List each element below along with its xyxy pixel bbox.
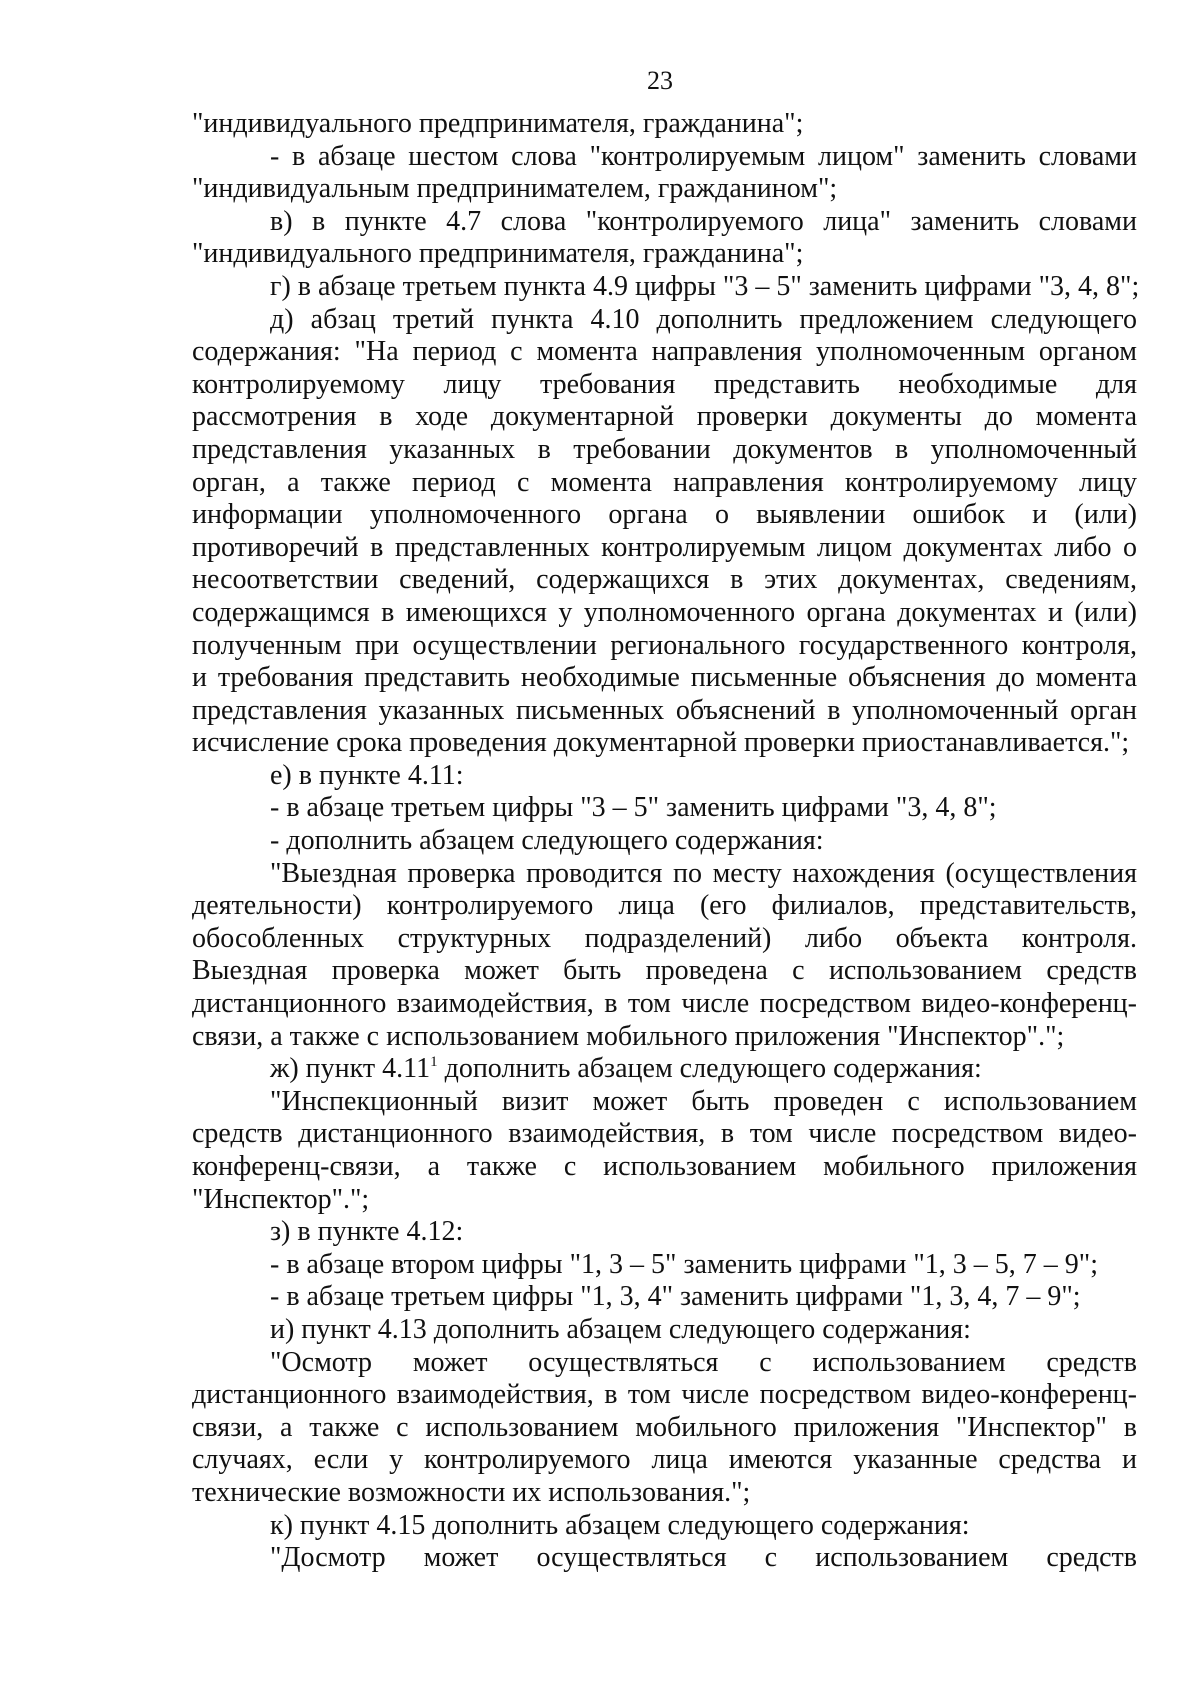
text-line: случаях, если у контролируемого лица имеются указанные средства и: [192, 1444, 1137, 1476]
text-line: орган, а также период с момента направления контролируемому лицу: [192, 466, 1137, 498]
text-line: дистанционного взаимодействия, в том числе посредством видео-конференц-: [192, 1379, 1137, 1411]
page-number: 23: [647, 66, 673, 95]
text-line: связи, а также с использованием мобильного приложения "Инспектор" в: [192, 1411, 1137, 1443]
text-line: "Досмотр может осуществляться с использованием средств: [270, 1542, 1137, 1574]
text-line: содержащимся в имеющихся у уполномоченного органа документах и (или): [192, 596, 1137, 628]
text-line: представления указанных в требовании документов в уполномоченный: [192, 433, 1137, 465]
text-line: обособленных структурных подразделений) либо объекта контроля.: [192, 922, 1137, 954]
text-line: - в абзаце третьем цифры "3 – 5" заменить цифрами "3, 4, 8";: [270, 792, 997, 824]
text-line: деятельности) контролируемого лица (его филиалов, представительств,: [192, 890, 1137, 922]
text-line: контролируемому лицу требования представить необходимые для: [192, 368, 1137, 400]
text-line: "индивидуального предпринимателя, гражданина";: [192, 108, 804, 139]
text-line: в) в пункте 4.7 слова "контролируемого лица" заменить словами: [270, 205, 1137, 237]
text-line: конференц-связи, а также с использованием мобильного приложения: [192, 1151, 1137, 1182]
text-line: "Выездная проверка проводится по месту нахождения (осуществления: [270, 857, 1137, 889]
text-line: технические возможности их использования.";: [192, 1476, 751, 1508]
superscript-index: 1: [430, 1054, 438, 1071]
text-line: "индивидуального предпринимателя, гражданина";: [192, 238, 804, 270]
text-line: - дополнить абзацем следующего содержания:: [270, 825, 824, 857]
text-segment: дополнить абзацем следующего содержания:: [437, 1053, 982, 1085]
text-line: - в абзаце шестом слова "контролируемым лицом" заменить словами: [270, 140, 1137, 172]
text-line: полученным при осуществлении регионального государственного контроля,: [192, 629, 1137, 661]
text-line: "Осмотр может осуществляться с использованием средств: [270, 1346, 1137, 1378]
text-line: информации уполномоченного органа о выявлении ошибок и (или): [192, 499, 1137, 531]
text-segment: ж) пункт 4.11: [270, 1053, 431, 1085]
text-line: "индивидуальным предпринимателем, гражданином";: [192, 173, 838, 205]
text-line: г) в абзаце третьем пункта 4.9 цифры "3 – 5" заменить цифрами "3, 4, 8";: [270, 270, 1140, 302]
text-line: представления указанных письменных объяснений в уполномоченный орган: [192, 694, 1137, 726]
text-line: к) пункт 4.15 дополнить абзацем следующего содержания:: [270, 1509, 970, 1541]
text-line: и) пункт 4.13 дополнить абзацем следующего содержания:: [270, 1313, 971, 1345]
text-line: исчисление срока проведения документарной проверки приостанавливается.";: [192, 727, 1130, 759]
text-line: несоответствии сведений, содержащихся в этих документах, сведениям,: [192, 564, 1137, 596]
text-line: средств дистанционного взаимодействия, в том числе посредством видео-: [192, 1118, 1137, 1150]
text-line: противоречий в представленных контролируемым лицом документах либо о: [192, 531, 1137, 563]
text-line: рассмотрения в ходе документарной проверки документы до момента: [192, 401, 1137, 433]
text-line: связи, а также с использованием мобильного приложения "Инспектор".";: [192, 1020, 1065, 1052]
text-line: - в абзаце третьем цифры "1, 3, 4" заменить цифрами "1, 3, 4, 7 – 9";: [270, 1281, 1081, 1313]
text-line: [192, 1053, 1137, 1086]
text-line: е) в пункте 4.11:: [270, 759, 464, 791]
text-line: - в абзаце втором цифры "1, 3 – 5" заменить цифрами "1, 3 – 5, 7 – 9";: [270, 1248, 1098, 1280]
text-line: и требования представить необходимые письменные объяснения до момента: [192, 662, 1137, 694]
text-line: содержания: "На период с момента направления уполномоченным органом: [192, 336, 1137, 368]
text-line: д) абзац третий пункта 4.10 дополнить предложением следующего: [270, 303, 1137, 335]
text-line: з) в пункте 4.12:: [270, 1216, 464, 1248]
text-line: "Инспекционный визит может быть проведен с использованием: [270, 1085, 1137, 1117]
text-line: Выездная проверка может быть проведена с использованием средств: [192, 955, 1137, 987]
text-line: "Инспектор".";: [192, 1183, 370, 1215]
text-line: дистанционного взаимодействия, в том числе посредством видео-конференц-: [192, 988, 1137, 1020]
document-body: [192, 108, 1140, 1575]
